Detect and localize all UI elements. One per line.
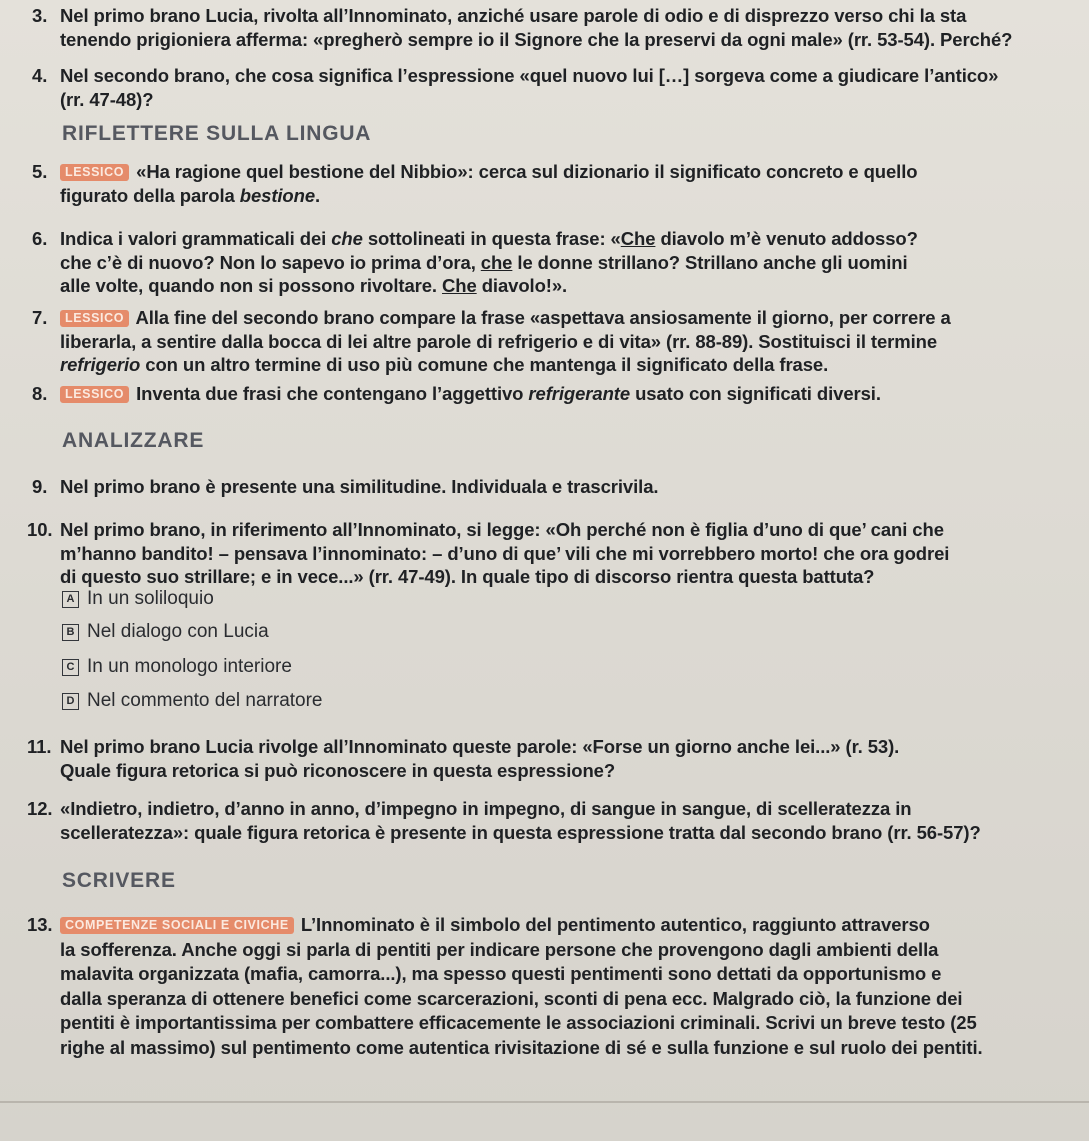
- question-text-line: tenendo prigioniera afferma: «pregherò sempre io il Signore che la preservi da ogni male» (rr. 53-54). Perché?: [60, 28, 1013, 50]
- question-text-line: che c’è di nuovo? Non lo sapevo io prima d’ora, che le donne strillano? Strillano anche gli uomini: [60, 251, 908, 273]
- question-text-line: righe al massimo) sul pentimento come autentica rivisitazione di sé e sulla funzione e sul ruolo dei pentiti.: [60, 1036, 983, 1058]
- question-text-line: (rr. 47-48)?: [60, 88, 154, 110]
- question-text-line: alle volte, quando non si possono rivoltare. Che diavolo!».: [60, 275, 568, 296]
- option-a[interactable]: [62, 587, 214, 611]
- competenze-tag: COMPETENZE SOCIALI E CIVICHE: [60, 917, 294, 934]
- question-text-line: COMPETENZE SOCIALI E CIVICHE L’Innominato è il simbolo del pentimento autentico, raggiunto attraverso: [60, 913, 1067, 938]
- question-number: 12.: [27, 798, 53, 819]
- option-letter-box: D: [62, 693, 79, 710]
- section-heading-scrivere: SCRIVERE: [62, 869, 176, 892]
- option-letter-box: A: [62, 591, 79, 608]
- question-text-line: di questo suo strillare; e in vece...» (rr. 47-49). In quale tipo di discorso rientra questa battuta?: [60, 566, 875, 587]
- question-text-line: Nel primo brano, in riferimento all’Innominato, si legge: «Oh perché non è figlia d’uno di que’ cani che: [60, 519, 944, 540]
- question-text-line: Nel primo brano Lucia rivolge all’Innominato queste parole: «Forse un giorno anche lei...» (r. 53).: [60, 736, 900, 757]
- question-number: 9.: [32, 476, 48, 497]
- question-10: [27, 518, 1067, 589]
- question-5: [32, 160, 1067, 207]
- option-label: Nel commento del narratore: [87, 690, 323, 711]
- question-number: 4.: [32, 65, 48, 86]
- question-text-line: malavita organizzata (mafia, camorra...), ma spesso questi pentimenti sono dettati da opportunismo e: [60, 963, 942, 984]
- question-text-line: m’hanno bandito! – pensava l’innominato: – d’uno di que’ vili che mi vorrebbero morto! che ora godrei: [60, 542, 950, 564]
- question-text-line: LESSICO Inventa due frasi che contengano l’aggettivo refrigerante usato con significati diversi.: [60, 382, 1067, 406]
- question-text-line: pentiti è importantissima per combattere efficacemente le associazioni criminali. Scrivi un breve testo (25: [60, 1012, 977, 1033]
- question-text-line: liberarla, a sentire dalla bocca di lei altre parole di refrigerio e di vita» (rr. 88-89). Sostituisci il termine: [60, 330, 938, 352]
- question-text-line: LESSICO Alla fine del secondo brano compare la frase «aspettava ansiosamente il giorno, per correre a: [60, 306, 1067, 330]
- question-number: 11.: [27, 736, 52, 757]
- question-text-line: scelleratezza»: quale figura retorica è presente in questa espressione tratta dal secondo brano (rr. 56-57)?: [60, 821, 981, 843]
- question-number: 3.: [32, 5, 48, 26]
- option-c[interactable]: [62, 655, 292, 679]
- question-number: 7.: [32, 307, 48, 328]
- question-number: 6.: [32, 228, 48, 249]
- question-7: [32, 306, 1067, 377]
- question-text-line: Quale figura retorica si può riconoscere in questa espressione?: [60, 759, 616, 781]
- option-letter-box: C: [62, 659, 79, 676]
- question-number: 5.: [32, 161, 48, 182]
- lessico-tag: LESSICO: [60, 164, 129, 181]
- option-b[interactable]: [62, 620, 269, 644]
- question-3: [32, 4, 1067, 51]
- section-heading-riflettere: RIFLETTERE SULLA LINGUA: [62, 122, 372, 145]
- question-text-line: la sofferenza. Anche oggi si parla di pentiti per indicare persone che provengono dagli ambienti della: [60, 938, 939, 960]
- question-number: 13.: [27, 914, 53, 935]
- bottom-divider: [0, 1101, 1089, 1103]
- question-4: [32, 64, 1067, 111]
- question-text-line: «Indietro, indietro, d’anno in anno, d’impegno in impegno, di sangue in sangue, di scelleratezza in: [60, 798, 912, 819]
- question-text-line: Nel primo brano è presente una similitudine. Individuala e trascrivila.: [60, 476, 659, 497]
- question-11: [27, 735, 1067, 782]
- question-12: [27, 797, 1067, 844]
- question-text-line: Nel secondo brano, che cosa significa l’espressione «quel nuovo lui […] sorgeva come a giudicare l’antico»: [60, 65, 999, 86]
- question-13: [27, 913, 1067, 1060]
- question-text-line: dalla speranza di ottenere benefici come scarcerazioni, sconti di pena ecc. Malgrado ciò, la funzione dei: [60, 987, 963, 1009]
- option-label: In un monologo interiore: [87, 656, 292, 677]
- option-d[interactable]: [62, 689, 323, 713]
- lessico-tag: LESSICO: [60, 386, 129, 403]
- question-text-line: Indica i valori grammaticali dei che sottolineati in questa frase: «Che diavolo m’è venuto addosso?: [60, 228, 918, 249]
- option-label: Nel dialogo con Lucia: [87, 621, 269, 642]
- question-text-line: refrigerio con un altro termine di uso più comune che mantenga il significato della frase.: [60, 354, 829, 375]
- question-9: [32, 475, 1067, 499]
- question-number: 8.: [32, 383, 48, 404]
- question-6: [32, 227, 1067, 298]
- lessico-tag: LESSICO: [60, 310, 129, 327]
- question-8: [32, 382, 1067, 406]
- question-text-line: Nel primo brano Lucia, rivolta all’Innominato, anziché usare parole di odio e di disprezzo verso chi la sta: [60, 5, 967, 26]
- question-number: 10.: [27, 519, 53, 540]
- option-letter-box: B: [62, 624, 79, 641]
- question-text-line: LESSICO «Ha ragione quel bestione del Nibbio»: cerca sul dizionario il significato concreto e quello: [60, 160, 1067, 184]
- option-label: In un soliloquio: [87, 588, 214, 609]
- section-heading-analizzare: ANALIZZARE: [62, 429, 205, 452]
- question-text-line: figurato della parola bestione.: [60, 184, 321, 206]
